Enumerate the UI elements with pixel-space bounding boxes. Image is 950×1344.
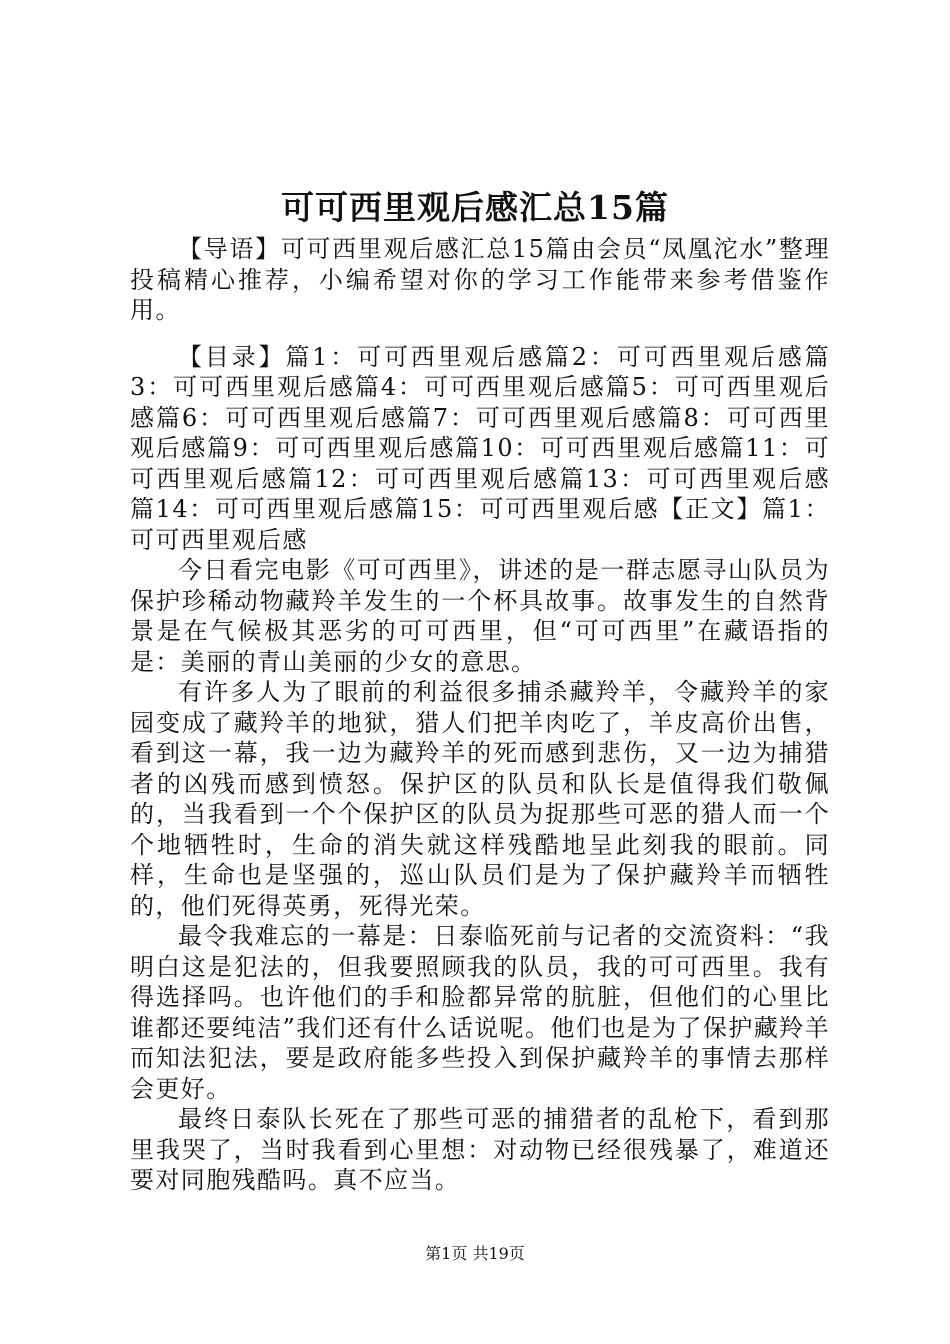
page-number-footer: 第1页 共19页 <box>425 1244 525 1263</box>
document-title: 可可西里观后感汇总15篇 <box>281 188 669 227</box>
table-of-contents-paragraph: 【目录】篇1：可可西里观后感篇2：可可西里观后感篇3：可可西里观后感篇4：可可西里观后感篇5：可可西里观后感篇6：可可西里观后感篇7：可可西里观后感篇8：可可西里观后感篇9：可可西里观后感篇10：可可西里观后感篇11：可可西里观后感篇12：可可西里观后感篇13：可可西里观后感篇14：可可西里观后感篇15：可可西里观后感【正文】篇1：可可西里观后感 <box>130 342 830 554</box>
body-paragraph: 最终日泰队长死在了那些可恶的捕猎者的乱枪下，看到那里我哭了，当时我看到心里想：对动物已经很残暴了，难道还要对同胞残酷吗。真不应当。 <box>130 1105 830 1194</box>
body-paragraph: 今日看完电影《可可西里》，讲述的是一群志愿寻山队员为保护珍稀动物藏羚羊发生的一个杯具故事。故事发生的自然背景是在气候极其恶劣的可可西里，但“可可西里”在藏语指的是：美丽的青山美丽的少女的意思。 <box>130 556 830 676</box>
intro-paragraph: 【导语】可可西里观后感汇总15篇由会员“凤凰沱水”整理投稿精心推荐，小编希望对你的学习工作能带来参考借鉴作用。 <box>130 235 830 324</box>
body-paragraph: 有许多人为了眼前的利益很多捕杀藏羚羊，令藏羚羊的家园变成了藏羚羊的地狱，猎人们把羊肉吃了，羊皮高价出售，看到这一幕，我一边为藏羚羊的死而感到悲伤，又一边为捕猎者的凶残而感到愤怒。保护区的队员和队长是值得我们敬佩的，当我看到一个个保护区的队员为捉那些可恶的猎人而一个个地牺牲时，生命的消失就这样残酷地呈此刻我的眼前。同样，生命也是坚强的，巡山队员们是为了保护藏羚羊而牺牲的，他们死得英勇，死得光荣。 <box>130 678 830 920</box>
document-body <box>130 234 830 1196</box>
body-paragraph: 最令我难忘的一幕是：日泰临死前与记者的交流资料：“我明白这是犯法的，但我要照顾我的队员，我的可可西里。我有得选择吗。也许他们的手和脸都异常的肮脏，但他们的心里比谁都还要纯洁”我们还有什么话说呢。他们也是为了保护藏羚羊而知法犯法，要是政府能多些投入到保护藏羚羊的事情去那样会更好。 <box>130 922 830 1103</box>
